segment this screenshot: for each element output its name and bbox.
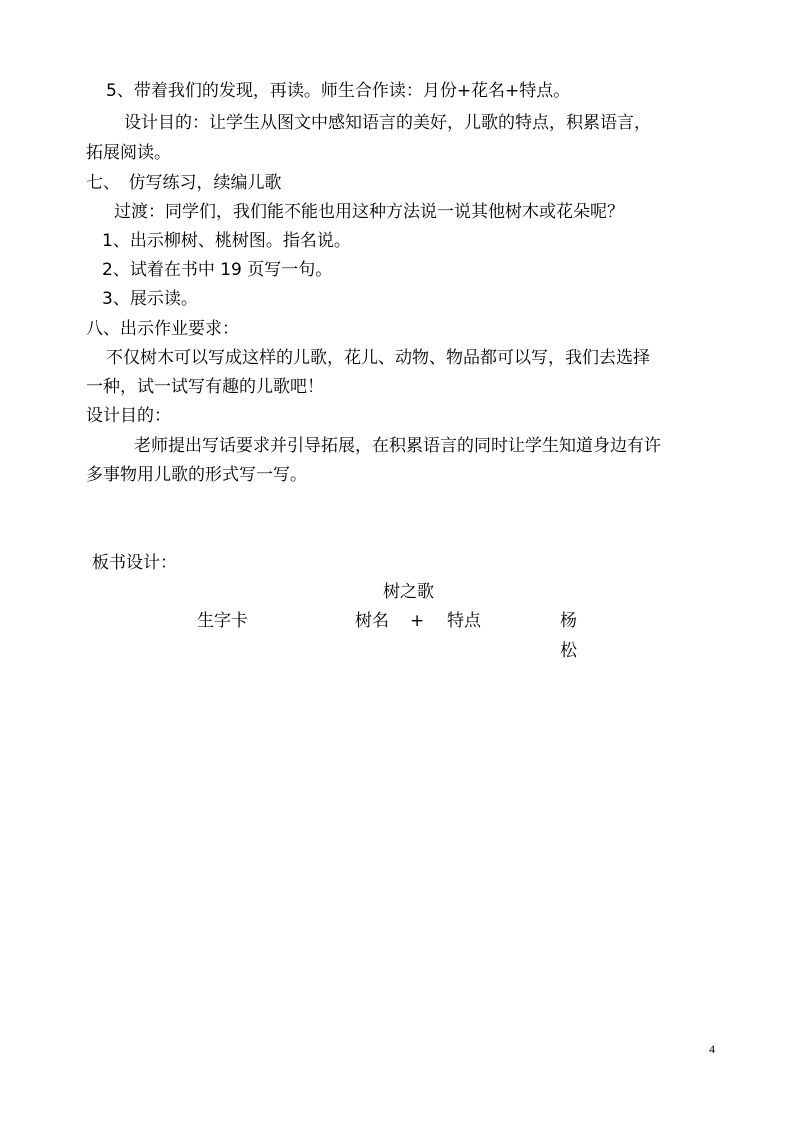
- transition-text: 过渡：同学们，我们能不能也用这种方法说一说其他树木或花朵呢？: [114, 202, 624, 222]
- board-plus-sign: +: [410, 611, 425, 631]
- board-label: 板书设计：: [92, 553, 177, 573]
- section-7-heading: 七、 仿写练习，续编儿歌: [86, 173, 282, 193]
- design-purpose-2-label: 设计目的：: [86, 406, 171, 426]
- homework-line-1: 不仅树木可以写成这样的儿歌，花儿、动物、物品都可以写，我们去选择: [106, 348, 650, 368]
- board-column-characters: 生字卡: [197, 611, 248, 631]
- design-purpose-1-continued: 拓展阅读。: [86, 143, 171, 163]
- section-8-heading: 八、出示作业要求：: [86, 319, 239, 339]
- sub-item-1: 1、出示柳树、桃树图。指名说。: [102, 231, 351, 251]
- design-purpose-2-line-1: 老师提出写话要求并引导拓展，在积累语言的同时让学生知道身边有许: [134, 436, 661, 456]
- board-tree-2: 松: [560, 641, 577, 661]
- homework-line-2: 一种，试一试写有趣的儿歌吧！: [86, 377, 324, 397]
- board-title: 树之歌: [383, 582, 434, 602]
- board-column-tree-name: 树名: [355, 611, 389, 631]
- sub-item-2: 2、试着在书中 19 页写一句。: [102, 260, 333, 280]
- board-tree-1: 杨: [560, 611, 577, 631]
- design-purpose-1: 设计目的：让学生从图文中感知语言的美好，儿歌的特点，积累语言，: [124, 113, 651, 133]
- page-number: 4: [709, 1042, 715, 1056]
- sub-item-3: 3、展示读。: [102, 289, 198, 309]
- step-5: 5、带着我们的发现，再读。师生合作读：月份+花名+特点。: [106, 81, 571, 101]
- board-column-feature: 特点: [447, 611, 481, 631]
- design-purpose-2-line-2: 多事物用儿歌的形式写一写。: [86, 465, 307, 485]
